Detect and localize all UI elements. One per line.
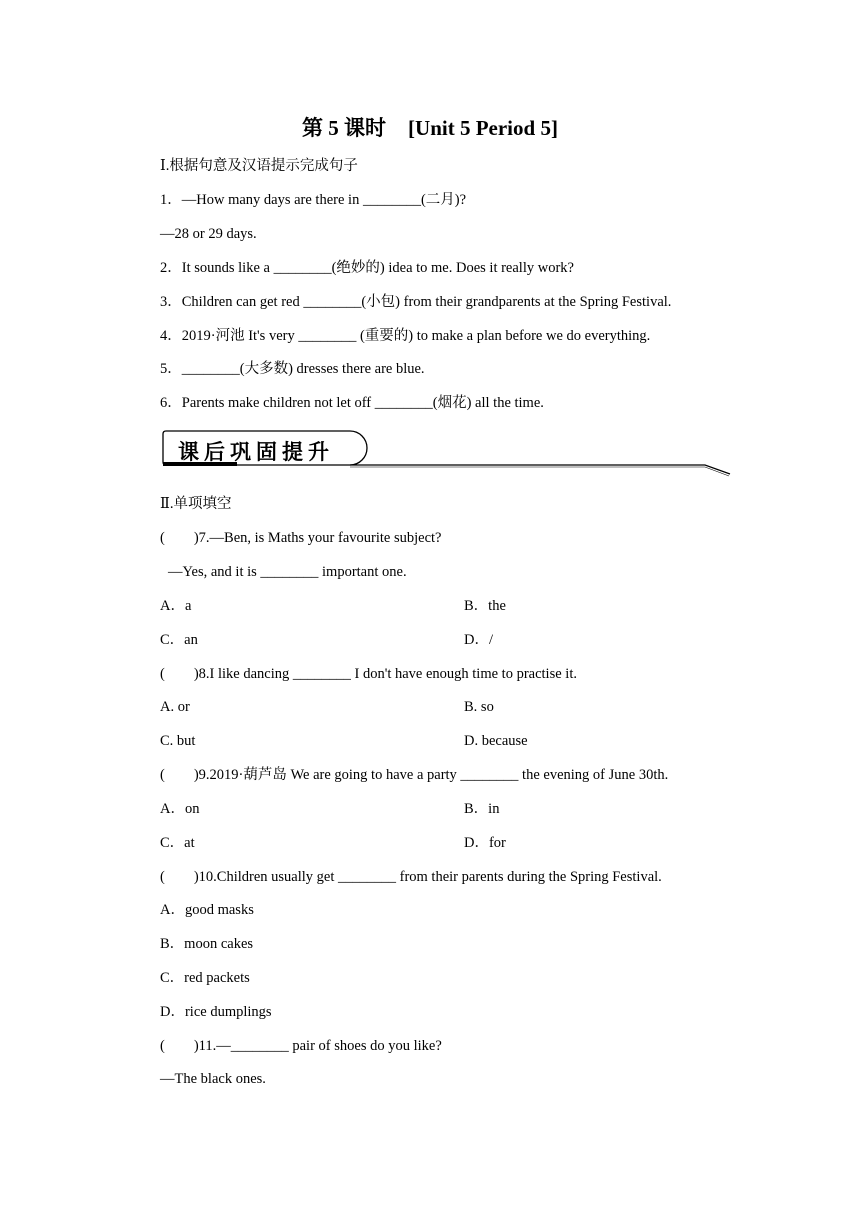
q7-reply: —Yes, and it is ________ important one. — [168, 564, 407, 580]
q9-option-d: D．for — [464, 835, 506, 851]
section1-item-6: 6．Parents make children not let off ________(烟花) all the time. — [160, 395, 544, 411]
q8-stem: ( )8.I like dancing ________ I don't have enough time to practise it. — [160, 666, 577, 682]
q8-option-d: D. because — [464, 733, 528, 749]
q8-option-c: C. but — [160, 733, 196, 749]
q9-stem: ( )9.2019·葫芦岛 We are going to have a party ________ the evening of June 30th. — [160, 767, 669, 783]
page-title — [0, 112, 860, 142]
section2-heading: Ⅱ.单项填空 — [160, 496, 232, 512]
q9-option-c: C．at — [160, 835, 195, 851]
q7-stem: ( )7.—Ben, is Maths your favourite subject? — [160, 530, 442, 546]
unit-period: [Unit 5 Period 5] — [408, 116, 558, 140]
lesson-number: 第 5 课时 — [302, 116, 387, 140]
q8-option-b: B. so — [464, 699, 494, 715]
section1-item-3: 3．Children can get red ________(小包) from their grandparents at the Spring Festival. — [160, 294, 672, 310]
section1-item-2: 2．It sounds like a ________(绝妙的) idea to me. Does it really work? — [160, 260, 574, 276]
section1-item-4: 4．2019·河池 It's very ________ (重要的) to make a plan before we do everything. — [160, 328, 651, 344]
section1-item-1: 1．—How many days are there in ________(二月)? — [160, 192, 467, 208]
q11-reply: —The black ones. — [160, 1071, 266, 1087]
q11-stem: ( )11.—________ pair of shoes do you like? — [160, 1038, 442, 1054]
q7-option-b: B．the — [464, 598, 506, 614]
q9-option-a: A．on — [160, 801, 200, 817]
q10-option-b: B．moon cakes — [160, 936, 254, 952]
q10-option-a: A．good masks — [160, 902, 254, 918]
q10-option-c: C．red packets — [160, 970, 250, 986]
section1-item-5: 5．________(大多数) dresses there are blue. — [160, 361, 425, 377]
q7-option-a: A．a — [160, 598, 192, 614]
q10-stem: ( )10.Children usually get ________ from their parents during the Spring Festival. — [160, 869, 662, 885]
section-banner — [160, 428, 734, 478]
q7-option-d: D．/ — [464, 632, 493, 648]
q8-option-a: A. or — [160, 699, 190, 715]
section1-answer-1: —28 or 29 days. — [160, 226, 257, 242]
q10-option-d: D．rice dumplings — [160, 1004, 272, 1020]
section1-heading: Ⅰ.根据句意及汉语提示完成句子 — [160, 158, 358, 174]
banner-label: 课后巩固提升 — [178, 440, 334, 464]
q7-option-c: C．an — [160, 632, 198, 648]
q9-option-b: B．in — [464, 801, 500, 817]
